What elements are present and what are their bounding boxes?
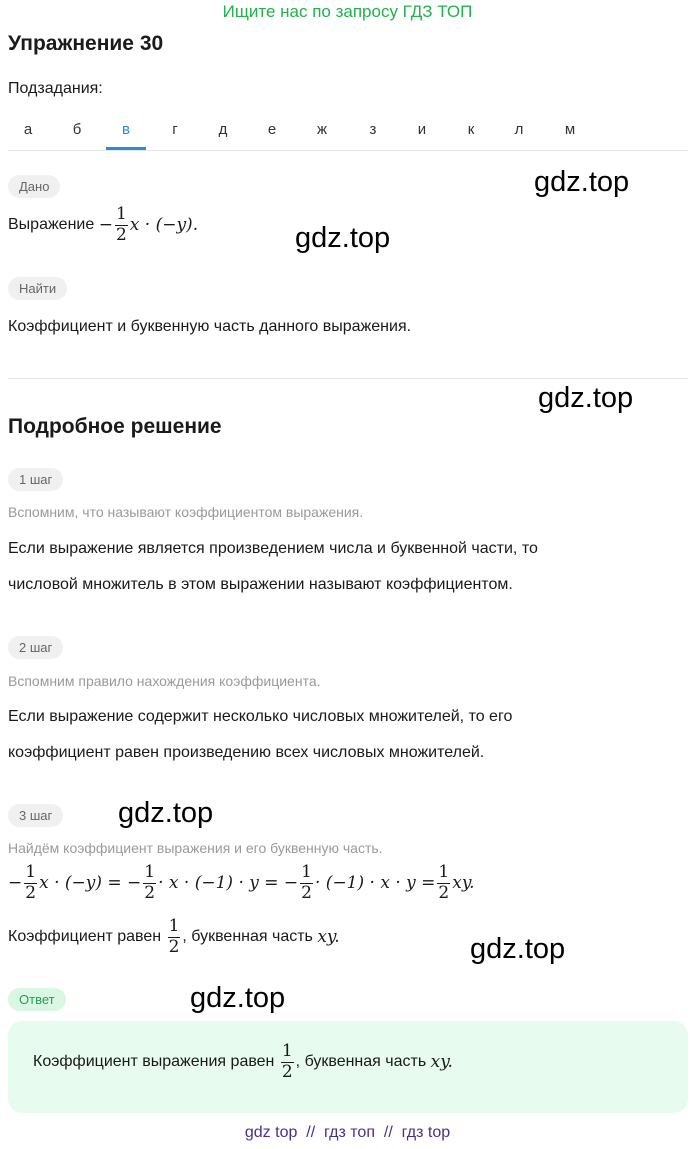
step-chip: 2 шаг	[8, 636, 63, 659]
fraction-denominator: 2	[438, 882, 450, 903]
result-var: xy.	[317, 927, 340, 948]
watermark: gdz.top	[118, 797, 214, 829]
watermark: gdz.top	[295, 222, 391, 254]
tab-d[interactable]: д	[218, 121, 228, 138]
subtask-tabs	[8, 112, 688, 151]
page-title: Упражнение 30	[8, 32, 164, 55]
top-banner: Ищите нас по запросу ГДЗ ТОП	[222, 2, 473, 21]
step1-chip-wrap	[8, 468, 63, 491]
given-math-rest: x · (−y).	[129, 215, 199, 236]
tab-zh[interactable]: ж	[316, 121, 328, 138]
given-expression	[8, 206, 198, 245]
tab-i[interactable]: и	[417, 121, 427, 138]
answer-chip: Ответ	[8, 988, 66, 1011]
fraction-numerator: 1	[438, 862, 450, 882]
given-minus: −	[98, 215, 113, 236]
answer-chip-wrap	[8, 988, 66, 1011]
step3-result	[8, 918, 340, 957]
watermark: gdz.top	[190, 982, 286, 1014]
solution-title: Подробное решение	[8, 415, 222, 438]
answer-var: xy.	[430, 1052, 453, 1073]
step-text-line: Если выражение содержит несколько числовых множителей, то его	[8, 708, 513, 725]
given-chip-wrap	[8, 175, 60, 198]
answer-suffix: , буквенная часть	[295, 1053, 427, 1071]
find-chip-wrap	[8, 277, 67, 300]
fraction	[24, 864, 37, 903]
step2-chip-wrap	[8, 636, 63, 659]
find-chip: Найти	[8, 277, 67, 300]
fraction-denominator: 2	[168, 936, 180, 957]
fraction-numerator: 1	[144, 862, 156, 882]
fraction	[281, 1043, 294, 1082]
tab-e[interactable]: е	[267, 121, 277, 138]
divider	[8, 378, 688, 379]
fraction	[115, 206, 128, 245]
watermark: gdz.top	[538, 382, 634, 414]
equation-part: xy.	[452, 873, 475, 894]
watermark: gdz.top	[534, 166, 630, 198]
tab-z[interactable]: з	[369, 121, 377, 138]
find-text: Коэффициент и буквенную часть данного выражения.	[8, 318, 412, 335]
fraction-denominator: 2	[281, 1061, 293, 1082]
answer-text	[33, 1043, 453, 1082]
tab-a[interactable]: а	[23, 121, 33, 138]
fraction	[168, 918, 181, 957]
answer-prefix: Коэффициент выражения равен	[33, 1053, 275, 1071]
watermark: gdz.top	[470, 933, 566, 965]
equation-part: · (−1) · x · y =	[315, 873, 436, 894]
step-text-line: Если выражение является произведением числа и буквенной части, то	[8, 540, 538, 557]
minus-sign: −	[8, 873, 23, 894]
result-suffix: , буквенная часть	[182, 928, 313, 946]
tab-g[interactable]: г	[172, 121, 178, 138]
tab-l[interactable]: л	[514, 121, 524, 138]
fraction-denominator: 2	[301, 882, 312, 903]
step3-chip-wrap	[8, 804, 63, 827]
footer-links[interactable]: gdz top // гдз топ // гдз top	[244, 1124, 451, 1141]
fraction	[143, 864, 156, 903]
step-hint: Найдём коэффициент выражения и его буквенную часть.	[8, 840, 383, 856]
step3-equation	[8, 864, 475, 903]
step-hint: Вспомним правило нахождения коэффициента.	[8, 673, 321, 689]
fraction-denominator: 2	[115, 224, 127, 245]
tab-k[interactable]: к	[467, 121, 475, 138]
subtasks-label: Подзадания:	[8, 80, 103, 97]
fraction	[300, 864, 313, 903]
fraction	[437, 864, 450, 903]
step-chip: 1 шаг	[8, 468, 63, 491]
equation-part: · x · (−1) · y = −	[158, 873, 299, 894]
fraction-numerator: 1	[301, 862, 312, 882]
fraction-numerator: 1	[281, 1041, 293, 1061]
step-chip: 3 шаг	[8, 804, 63, 827]
fraction-numerator: 1	[168, 916, 180, 936]
given-prefix: Выражение	[8, 216, 95, 234]
answer-box	[8, 1021, 688, 1113]
tab-b[interactable]: б	[72, 121, 82, 138]
fraction-denominator: 2	[25, 882, 37, 903]
tab-v[interactable]: в	[106, 112, 146, 150]
fraction-numerator: 1	[115, 204, 127, 224]
fraction-denominator: 2	[144, 882, 156, 903]
result-prefix: Коэффициент равен	[8, 928, 162, 946]
fraction-numerator: 1	[25, 862, 37, 882]
given-chip: Дано	[8, 175, 60, 198]
tab-m[interactable]: м	[564, 121, 576, 138]
step-text-line: коэффициент равен произведению всех числовых множителей.	[8, 744, 485, 761]
step-hint: Вспомним, что называют коэффициентом выражения.	[8, 504, 364, 520]
step-text-line: числовой множитель в этом выражении называют коэффициентом.	[8, 576, 513, 593]
equation-part: x · (−y) = −	[39, 873, 142, 894]
